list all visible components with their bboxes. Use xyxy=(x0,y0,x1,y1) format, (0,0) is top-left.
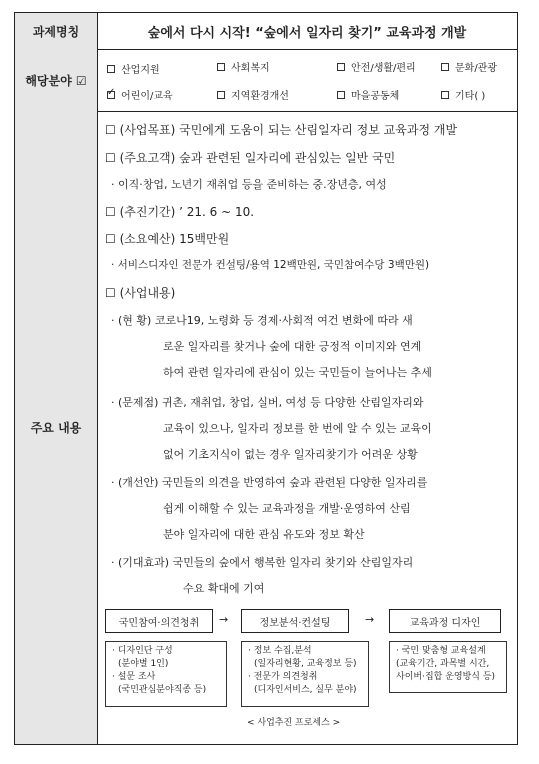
title-row-label: 과제명칭 xyxy=(15,13,98,49)
effect-line-2: 수요 확대에 기여 xyxy=(183,582,265,595)
checkbox-icon[interactable] xyxy=(217,91,225,99)
problem-line-2: 교육이 있으나, 일자리 정보를 한 번에 알 수 있는 교육이 xyxy=(163,422,432,435)
goal-line: ☐ (사업목표) 국민에게 도움이 되는 산림일자리 정보 교육과정 개발 xyxy=(105,123,458,137)
main-content xyxy=(97,111,517,744)
budget-line: ☐ (소요예산) 15백만원 xyxy=(105,232,230,246)
project-title: 숲에서 다시 시작! “숲에서 일자리 찾기” 교육과정 개발 xyxy=(147,25,467,41)
checkbox-icon[interactable] xyxy=(441,91,449,99)
process-caption: < 사업추진 프로세스 > xyxy=(247,718,341,728)
customer-detail-line: · 이직·창업, 노년기 재취업 등을 준비하는 중.장년층, 여성 xyxy=(111,178,387,191)
field-option-industry[interactable]: 산업지원 xyxy=(107,61,160,76)
checkbox-icon[interactable] xyxy=(441,63,449,71)
field-option-environment[interactable]: 지역환경개선 xyxy=(217,87,289,102)
budget-detail-line: · 서비스디자인 전문가 컨설팅/용역 12백만원, 국민참여수당 3백만원) xyxy=(111,259,430,271)
status-line-1: · (현 황) 코로나19, 노령화 등 경제·사회적 여건 변화에 따라 새 xyxy=(111,314,413,327)
improvement-line-1: · (개선안) 국민들의 의견을 반영하여 숲과 관련된 다양한 일자리를 xyxy=(111,476,428,489)
main-content-row xyxy=(15,111,517,744)
checkbox-icon[interactable] xyxy=(337,91,345,99)
field-option-safety[interactable]: 안전/생활/편리 xyxy=(337,59,416,74)
process-step-2: 정보분석·컨설팅 xyxy=(241,609,349,633)
field-option-education[interactable]: ✓ 어린이/교육 xyxy=(107,87,173,102)
arrow-right-icon: → xyxy=(365,613,375,626)
field-option-culture[interactable]: 문화/관광 xyxy=(441,59,497,74)
problem-line-3: 없어 기초지식이 없는 경우 일자리찾기가 어려운 상황 xyxy=(163,448,418,461)
fields-row xyxy=(15,49,517,112)
fields-row-label: 해당분야 ☑ xyxy=(15,49,98,111)
document-table xyxy=(14,12,518,745)
process-detail-3: · 국민 맞춤형 교육설계 (교육기간, 과목별 시간, 사이버·집합 운영방식 등) xyxy=(389,641,507,693)
checked-checkbox-icon[interactable] xyxy=(107,91,115,99)
status-line-3: 하여 관련 일자리에 관심이 있는 국민들이 늘어나는 추세 xyxy=(163,366,432,379)
field-option-community[interactable]: 마을공동체 xyxy=(337,87,399,102)
customer-line: ☐ (주요고객) 숲과 관련된 일자리에 관심있는 일반 국민 xyxy=(105,151,396,165)
arrow-right-icon: → xyxy=(219,613,229,626)
effect-line-1: · (기대효과) 국민들의 숲에서 행복한 일자리 찾기와 산림일자리 xyxy=(111,556,414,569)
main-content-label: 주요 내용 xyxy=(15,111,98,744)
improvement-line-3: 분야 일자리에 대한 관심 유도와 정보 확산 xyxy=(163,528,365,541)
field-options xyxy=(97,49,517,111)
process-detail-2: · 정보 수집,분석 (일자리현황, 교육정보 등) · 전문가 의견청취 (디자인서비스, 실무 분야) xyxy=(241,641,369,707)
process-step-1: 국민참여·의견청취 xyxy=(105,609,213,633)
field-option-other[interactable]: 기타( ) xyxy=(441,87,485,102)
status-line-2: 로운 일자리를 찾거나 숲에 대한 긍정적 이미지와 연계 xyxy=(163,340,422,353)
process-detail-1: · 디자인단 구성 (분야별 1인) · 설문 조사 (국민관심분야직종 등) xyxy=(105,641,227,707)
checkbox-icon[interactable] xyxy=(337,63,345,71)
title-row xyxy=(15,13,517,50)
improvement-line-2: 쉽게 이해할 수 있는 교육과정을 개발·운영하여 산림 xyxy=(163,502,411,515)
checkbox-icon[interactable] xyxy=(217,63,225,71)
checkbox-icon[interactable] xyxy=(107,65,115,73)
period-line: ☐ (추진기간) ’ 21. 6 ~ 10. xyxy=(105,205,255,219)
process-step-3: 교육과정 디자인 xyxy=(389,609,501,633)
problem-line-1: · (문제점) 귀촌, 재취업, 창업, 실버, 여성 등 다양한 산림일자리와 xyxy=(111,396,424,409)
field-option-welfare[interactable]: 사회복지 xyxy=(217,59,270,74)
business-content-line: ☐ (사업내용) xyxy=(105,286,176,300)
